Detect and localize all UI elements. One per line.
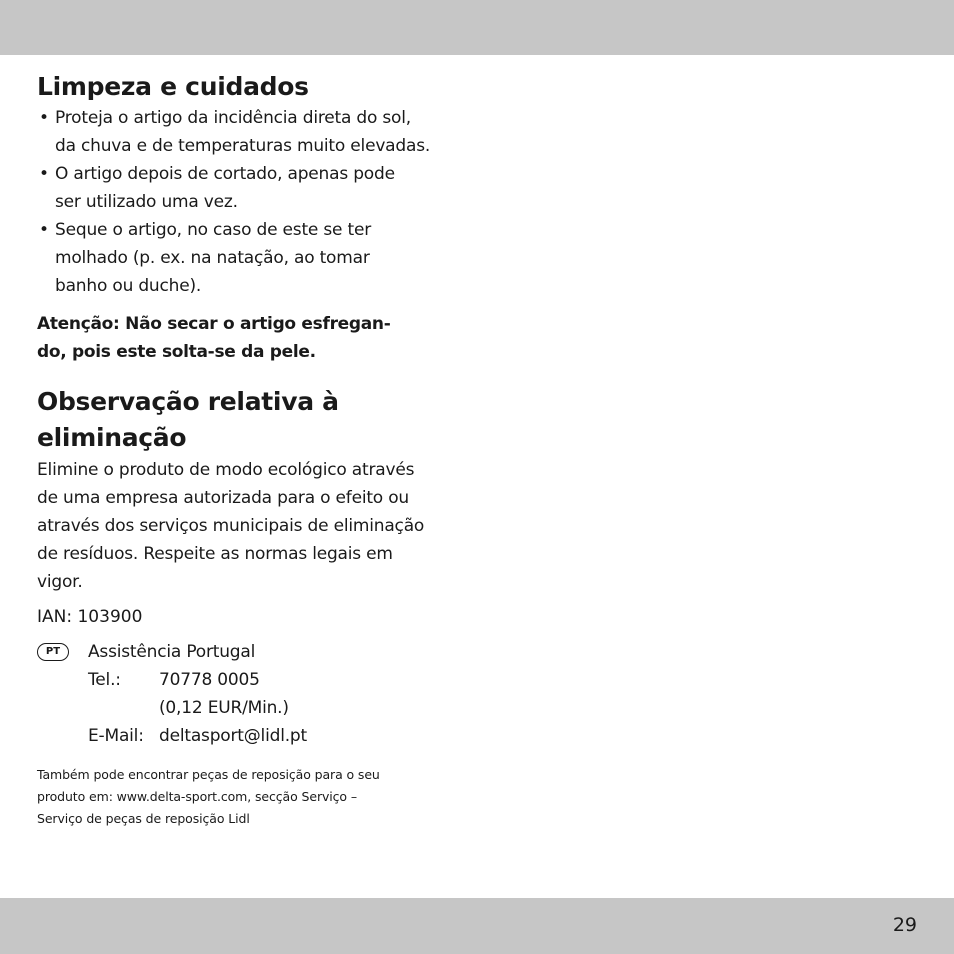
email-label: E-Mail: xyxy=(88,726,144,746)
bullet-icon: • xyxy=(39,108,49,128)
tel-label: Tel.: xyxy=(88,670,121,690)
section-title-cleaning: Limpeza e cuidados xyxy=(37,72,309,101)
email-value: deltasport@lidl.pt xyxy=(159,726,307,746)
tel-rate: (0,12 EUR/Min.) xyxy=(159,698,289,718)
disposal-text: Elimine o produto de modo ecológico através de uma empresa autorizada para o efeito ou através dos serviços municipais de eliminação de resíduos. Respeite as normas legais em vigor. xyxy=(37,460,425,592)
list-item: • Proteja o artigo da incidência direta do sol, da chuva e de temperaturas muito elevadas. xyxy=(37,104,467,160)
service-contact xyxy=(37,638,467,750)
tel-value: 70778 0005 xyxy=(159,670,260,690)
service-name: Assistência Portugal xyxy=(88,642,256,662)
list-item: • Seque o artigo, no caso de este se ter molhado (p. ex. na natação, ao tomar banho ou duche). xyxy=(37,216,467,300)
bullet-icon: • xyxy=(39,164,49,184)
warning-note: Atenção: Não secar o artigo esfregan- do, pois este solta-se da pele. xyxy=(37,314,391,362)
bullet-icon: • xyxy=(39,220,49,240)
list-item: • O artigo depois de cortado, apenas pode ser utilizado uma vez. xyxy=(37,160,467,216)
spare-parts-note: Também pode encontrar peças de reposição para o seu produto em: www.delta-sport.com, secção Serviço – Serviço de peças de reposição Lidl xyxy=(37,767,380,826)
ian-number: IAN: 103900 xyxy=(37,607,143,627)
cleaning-list xyxy=(37,104,467,300)
footer-band xyxy=(0,898,954,954)
header-band xyxy=(0,0,954,55)
page-number: 29 xyxy=(892,914,917,936)
section-title-disposal: Observação relativa à eliminação xyxy=(37,387,339,452)
country-badge-icon: PT xyxy=(37,643,69,661)
page-content xyxy=(37,70,467,830)
